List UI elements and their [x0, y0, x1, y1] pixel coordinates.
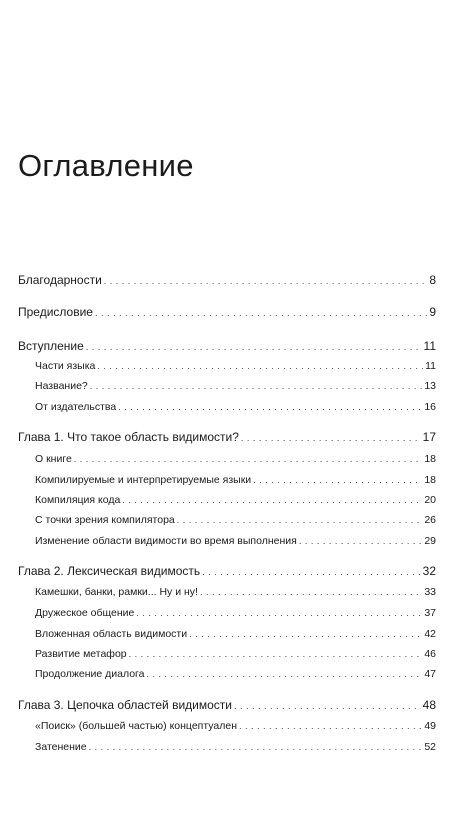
toc-entry[interactable]	[18, 562, 436, 580]
toc-entry-page: 11	[425, 360, 436, 372]
toc-entry-page: 11	[423, 339, 436, 353]
toc-entry-page: 47	[424, 668, 436, 680]
toc-subentry[interactable]	[35, 604, 436, 622]
toc-subentry[interactable]	[35, 738, 436, 756]
toc-entry-label: С точки зрения компилятора	[35, 514, 175, 526]
toc-subentry[interactable]	[35, 491, 436, 509]
toc-entry-page: 37	[424, 607, 436, 619]
dot-leader	[189, 625, 422, 643]
dot-leader	[234, 696, 421, 715]
toc-entry-label: Предисловие	[18, 305, 93, 319]
dot-leader	[200, 583, 422, 601]
toc-entry-label: Затенение	[35, 741, 87, 753]
dot-leader	[299, 532, 422, 550]
toc-entry-label: Глава 2. Лексическая видимость	[18, 564, 201, 578]
toc-subentry[interactable]	[35, 377, 436, 395]
dot-leader	[241, 428, 421, 447]
toc-entry-label: О книге	[35, 453, 72, 465]
dot-leader	[118, 398, 422, 416]
toc-entry-page: 52	[424, 741, 436, 753]
dot-leader	[86, 337, 422, 356]
dot-leader	[104, 271, 428, 290]
toc-entry-page: 16	[424, 401, 436, 413]
toc-entry-page: 49	[424, 720, 436, 732]
dot-leader	[95, 303, 427, 322]
toc-entry-page: 8	[429, 273, 436, 287]
toc-entry-page: 26	[424, 514, 436, 526]
toc-entry[interactable]	[18, 696, 436, 714]
toc-entry-label: Вступление	[18, 339, 84, 353]
dot-leader	[136, 604, 422, 622]
toc-entry-label: От издательства	[35, 401, 117, 413]
toc-entry[interactable]	[18, 303, 436, 321]
dot-leader	[202, 562, 421, 581]
toc-entry-label: Благодарности	[18, 273, 102, 287]
toc-entry-label: Продолжение диалога	[35, 668, 145, 680]
toc-entry-label: Компиляция кода	[35, 494, 121, 506]
toc-entry-page: 48	[422, 698, 436, 712]
toc-subentry[interactable]	[35, 471, 436, 489]
dot-leader	[122, 491, 422, 509]
toc-entry-page: 29	[424, 535, 436, 547]
toc-entry-page: 18	[424, 474, 436, 486]
toc-subentry[interactable]	[35, 625, 436, 643]
dot-leader	[177, 511, 423, 529]
toc-entry-page: 46	[424, 648, 436, 660]
toc-entry-page: 42	[424, 628, 436, 640]
dot-leader	[97, 357, 423, 375]
toc-entry-label: Глава 3. Цепочка областей видимости	[18, 698, 232, 712]
toc-entry-label: Компилируемые и интерпретируемые языки	[35, 474, 252, 486]
toc-entry-label: Название?	[35, 380, 88, 392]
page-title: Оглавление	[18, 148, 194, 183]
dot-leader	[239, 717, 422, 735]
dot-leader	[129, 645, 423, 663]
toc-entry-label: Дружеское общение	[35, 607, 135, 619]
dot-leader	[253, 471, 422, 489]
toc-subentry[interactable]	[35, 583, 436, 601]
toc-entry-page: 32	[422, 564, 436, 578]
toc-entry[interactable]	[18, 337, 436, 355]
toc-entry-label: Вложенная область видимости	[35, 628, 188, 640]
toc-entry-page: 18	[424, 453, 436, 465]
toc-entry-page: 17	[422, 430, 436, 444]
toc-entry-label: Глава 1. Что такое область видимости?	[18, 430, 239, 444]
toc-entry[interactable]	[18, 271, 436, 289]
toc-subentry[interactable]	[35, 357, 436, 375]
dot-leader	[74, 450, 423, 468]
toc-entry-page: 9	[429, 305, 436, 319]
toc-subentry[interactable]	[35, 717, 436, 735]
toc-entry-label: Изменение области видимости во время выполнения	[35, 535, 297, 547]
toc-entry[interactable]	[18, 428, 436, 446]
dot-leader	[90, 377, 423, 395]
toc-entry-label: «Поиск» (большей частью) концептуален	[35, 720, 238, 732]
toc-subentry[interactable]	[35, 532, 436, 550]
toc-entry-page: 33	[424, 586, 436, 598]
toc-entry-page: 20	[424, 494, 436, 506]
toc-subentry[interactable]	[35, 398, 436, 416]
toc-subentry[interactable]	[35, 450, 436, 468]
toc-subentry[interactable]	[35, 511, 436, 529]
dot-leader	[89, 738, 423, 756]
toc-subentry[interactable]	[35, 665, 436, 683]
dot-leader	[147, 665, 423, 683]
toc-subentry[interactable]	[35, 645, 436, 663]
toc-entry-label: Камешки, банки, рамки... Ну и ну!	[35, 586, 198, 598]
toc-entry-label: Части языка	[35, 360, 96, 372]
toc-entry-label: Развитие метафор	[35, 648, 127, 660]
toc-entry-page: 13	[424, 380, 436, 392]
